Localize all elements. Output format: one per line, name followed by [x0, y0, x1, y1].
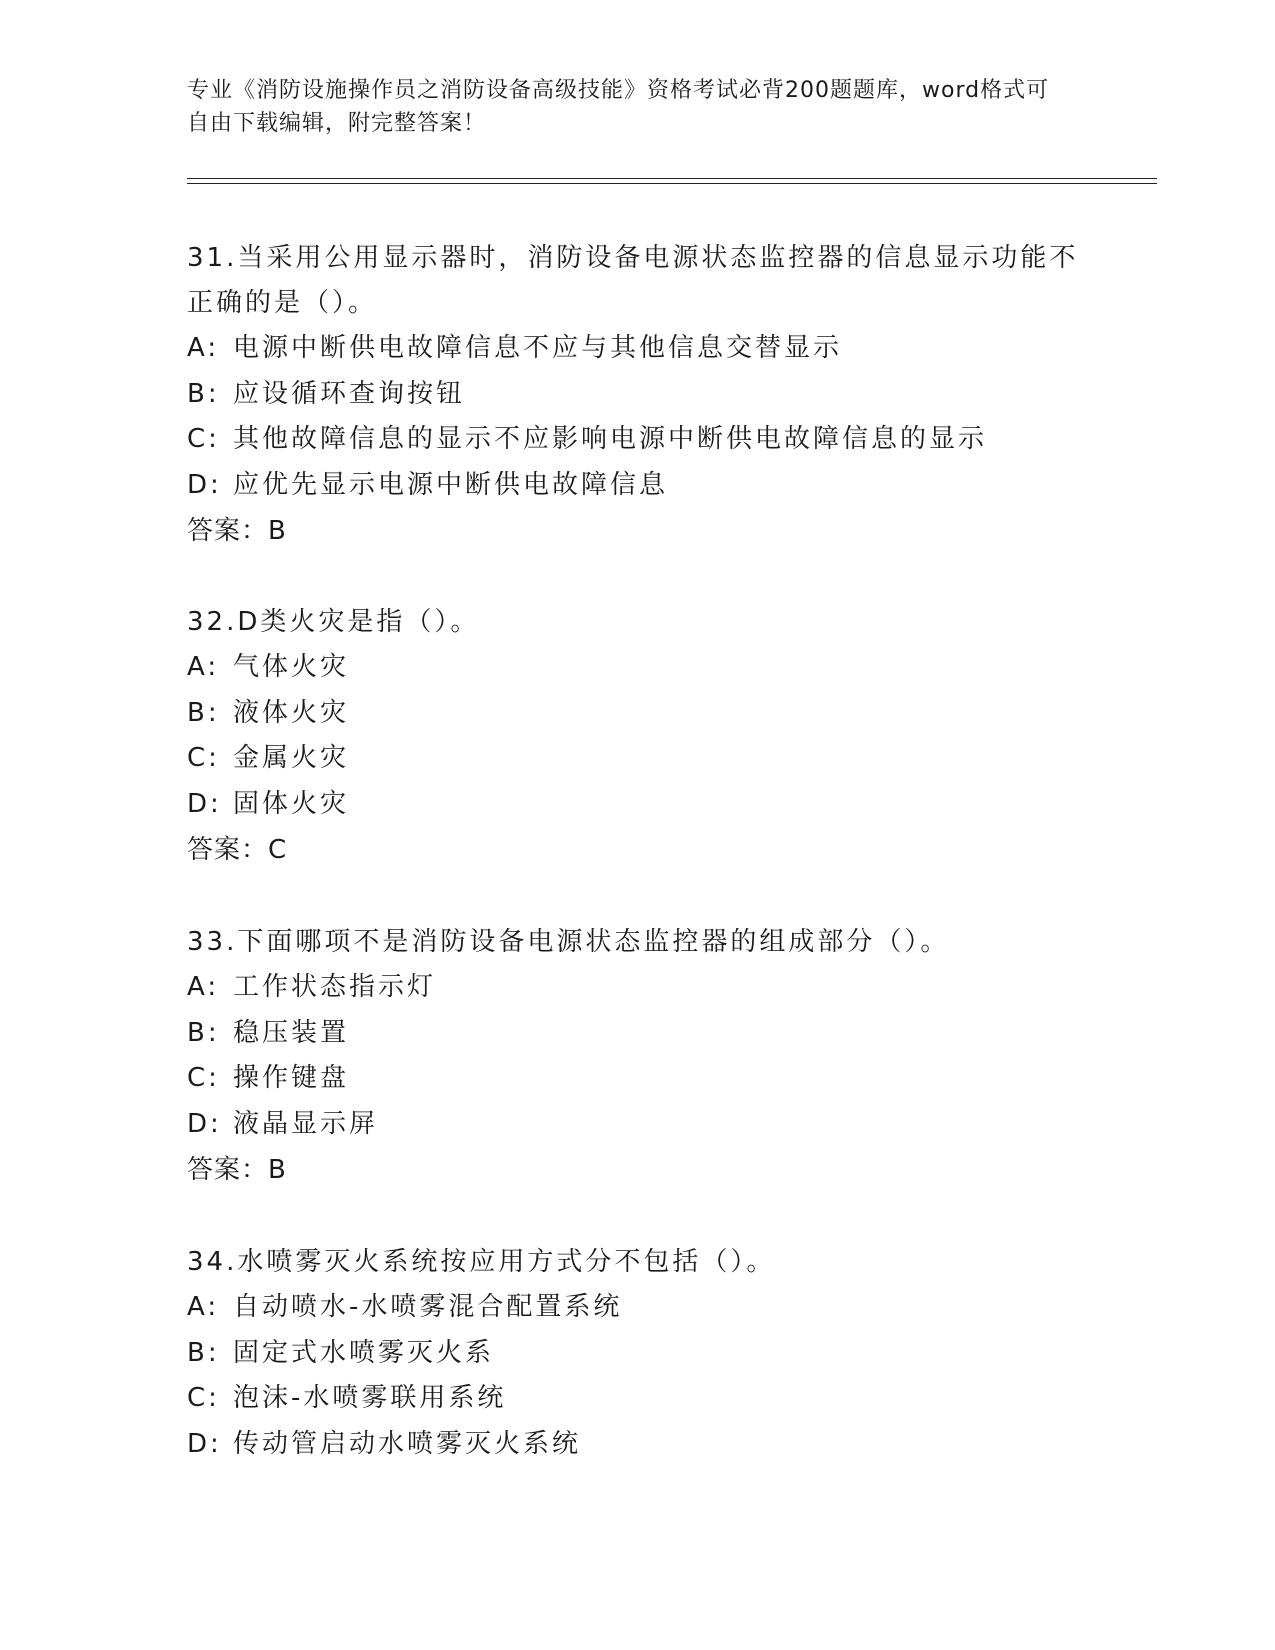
option-b [187, 1331, 1087, 1377]
option-text: 应优先显示电源中断供电故障信息 [233, 469, 669, 500]
option-d [187, 463, 1087, 509]
option-a [187, 1285, 1087, 1331]
answer-line: 答案：B [187, 516, 287, 546]
option-text: 其他故障信息的显示不应影响电源中断供电故障信息的显示 [233, 424, 988, 454]
question-34 [187, 1240, 1087, 1467]
option-key: D: [187, 469, 222, 500]
option-c [187, 736, 1087, 782]
option-key: B: [187, 378, 220, 409]
option-d [187, 782, 1087, 828]
option-a [187, 326, 1087, 372]
option-b [187, 1011, 1087, 1057]
option-c [187, 1056, 1087, 1102]
option-d [187, 1102, 1087, 1148]
answer-line: 答案：B [187, 1155, 287, 1185]
question-stem: 32.D类火灾是指（）。 [187, 607, 480, 637]
option-text: 液体火灾 [233, 697, 350, 728]
option-key: C: [187, 1383, 220, 1413]
option-key: A: [187, 1292, 220, 1322]
question-stem: 33.下面哪项不是消防设备电源状态监控器的组成部分（）。 [187, 927, 950, 957]
option-b [187, 691, 1087, 737]
option-key: D: [187, 1428, 222, 1459]
option-key: C: [187, 424, 220, 454]
option-key: B: [187, 697, 220, 728]
option-text: 自动喷水-水喷雾混合配置系统 [233, 1292, 623, 1322]
option-text: 稳压装置 [233, 1017, 350, 1048]
option-key: D: [187, 1108, 222, 1139]
option-key: A: [187, 652, 220, 682]
option-a [187, 645, 1087, 691]
question-stem: 31.当采用公用显示器时，消防设备电源状态监控器的信息显示功能不正确的是（）。 [187, 243, 1079, 318]
option-text: 金属火灾 [233, 743, 350, 773]
question-33 [187, 920, 1087, 1193]
option-text: 工作状态指示灯 [233, 972, 437, 1002]
option-c [187, 1376, 1087, 1422]
header-divider-bottom [187, 183, 1157, 184]
option-text: 操作键盘 [233, 1063, 350, 1093]
option-text: 气体火灾 [233, 652, 350, 682]
option-text: 泡沫-水喷雾联用系统 [233, 1383, 507, 1413]
option-d [187, 1422, 1087, 1468]
option-key: B: [187, 1017, 220, 1048]
option-text: 应设循环查询按钮 [233, 378, 466, 409]
option-text: 传动管启动水喷雾灭火系统 [233, 1428, 582, 1459]
option-key: D: [187, 788, 222, 819]
answer-line: 答案：C [187, 835, 288, 865]
option-c [187, 417, 1087, 463]
option-key: A: [187, 333, 220, 363]
question-stem: 34.水喷雾灭火系统按应用方式分不包括（）。 [187, 1247, 776, 1277]
header-divider-top [187, 178, 1157, 179]
option-key: C: [187, 1063, 220, 1093]
question-32 [187, 600, 1087, 873]
option-key: B: [187, 1337, 220, 1368]
document-intro: 专业《消防设施操作员之消防设备高级技能》资格考试必背200题题库，word格式可自由下载编辑，附完整答案！ [187, 78, 1050, 136]
option-key: C: [187, 743, 220, 773]
option-text: 电源中断供电故障信息不应与其他信息交替显示 [233, 333, 843, 363]
option-b [187, 372, 1087, 418]
question-31 [187, 236, 1087, 554]
option-text: 液晶显示屏 [233, 1108, 379, 1139]
option-text: 固体火灾 [233, 788, 350, 819]
option-a [187, 965, 1087, 1011]
option-key: A: [187, 972, 220, 1002]
option-text: 固定式水喷雾灭火系 [233, 1337, 495, 1368]
